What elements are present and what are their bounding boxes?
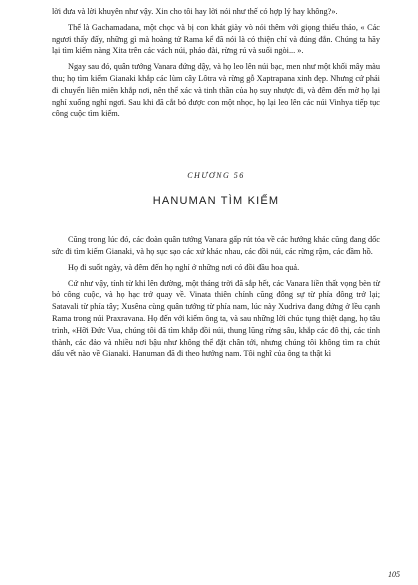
- paragraph: Cũng trong lúc đó, các đoàn quân tướng Vanara gấp rút tỏa về các hướng khác cũng đang dốc sức đi tìm kiếm Gianaki, và họ sục sạo các xứ khác nhau, các đồi núi, các rừng rậm, các đầm hồ.: [52, 235, 380, 256]
- paragraph-continuation: lời đưa và lời khuyên như vậy. Xin cho tôi hay lời nói như thế có hợp lý hay không?».: [52, 7, 338, 16]
- chapter-title: HANUMAN TÌM KIẾM: [152, 195, 280, 208]
- page-number: 105: [388, 570, 400, 579]
- paragraph: Ngay sau đó, quân tướng Vanara đứng dậy, và họ leo lên núi bạc, men như một khối mây màu thu; họ tìm kiếm Gianaki khắp các lùm cây Lôtra và rừng gỗ Xaptrapana xinh đẹp. Nhưng cứ phải đi chuyển liên miên khắp nơi, nên thể xác và tinh thần của họ suy nhược đi, và đêm đến mờ họ lại nghỉ xuống nghỉ ngơi. Sau khi đã cắt bỏ được con một nhọc, họ lại leo lên các núi Vinhya tiếp tục công cuộc tìm kiếm.: [52, 62, 380, 119]
- chapter-number: CHƯƠNG 56: [187, 171, 245, 181]
- paragraph: Thế là Gachamadana, một chọc và bị con khát giày vò nói thêm với giọng thiếu thảo, « Các ngươi thấy đấy, những gì mà hoàng tử Rama kể đã nói là có thiện chí và đúng đắn. Chúng ta hãy lại tìm kiếm nàng Xita trên các vách núi, pháo đài, rừng rú và suối ngòi... ».: [52, 22, 380, 56]
- paragraph: Họ đi suốt ngày, và đêm đến họ nghỉ ở những nơi có đồi đầu hoa quả.: [68, 262, 300, 272]
- paragraph: Cứ như vậy, tính từ khi lên đường, một tháng trời đã sắp hết, các Vanara liền thất vọng bèn từ bỏ công cuộc, và họ hạc trở quay về. Vinata thiên chỉnh cũng đông sự từ phía đông trở lại; Satavali từ phía tây; Xusêna cùng quân tướng từ phía nam, lúc này Xudriva đang đứng ở lều cạnh Rama trong núi Praxravana. Họ đến với kiếm ông ta, và sau những lời chúc tụng thiệt dạng, họ tâu trình, «Hỡi Đức Vua, chúng tôi đã tìm khắp đồi núi, thung lũng rừng sâu, khắp các đô thị, các tỉnh thành, các đảo và nhiều nơi bậu như không thể đặt chân tới, nhưng chúng tôi không tìm ra chút dấu vết nào về Gianaki. Hanuman đã đi theo hướng nam. Tôi nghĩ của ông ta thật kì: [52, 278, 380, 359]
